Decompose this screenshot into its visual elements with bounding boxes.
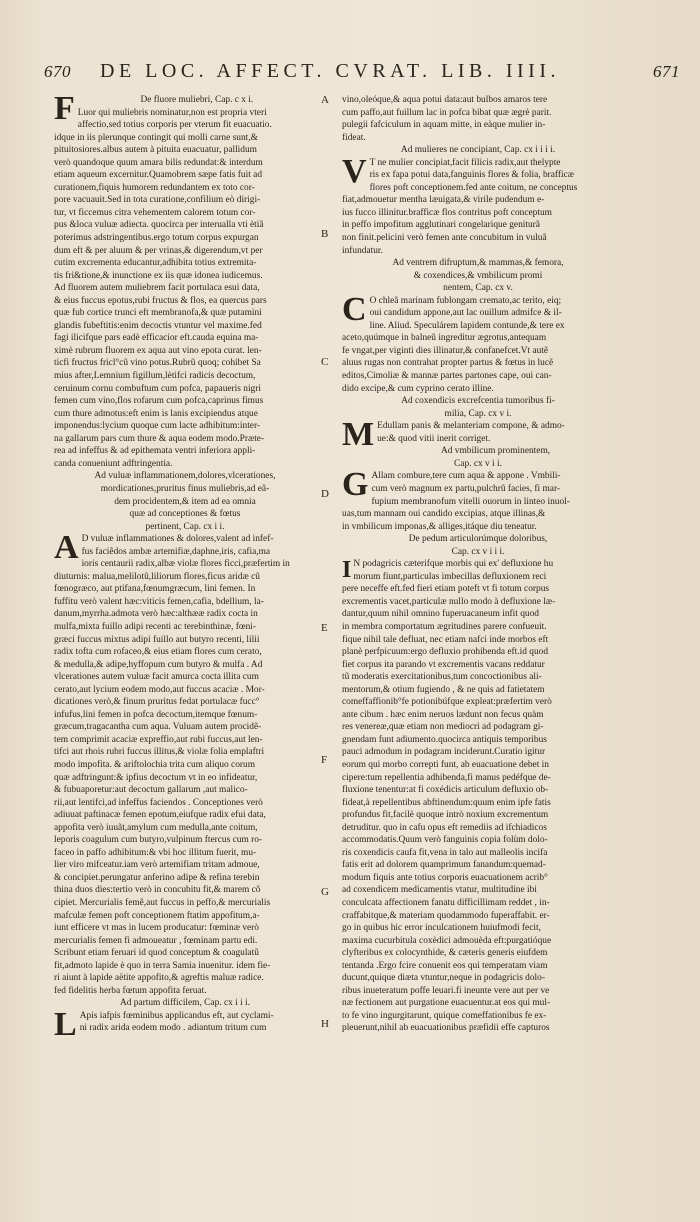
text-line: excrementis vacet,particulæ nullo modo à defluxione læ- (342, 596, 556, 607)
text-line: fupium membranofum vitelli ouorum in linteo inuol- (371, 496, 570, 507)
text-line: cerato,aut lycium eodem modo,aut fuccus acaciæ . Mor- (54, 684, 265, 695)
drop-capital: A (54, 529, 79, 567)
text-line: mercurialis femen fi admoueatur , fœminam partu edi. (54, 935, 258, 946)
text-paragraph (54, 1005, 316, 1043)
text-line: quæ adftringunt:& ipfius decoctum vt in eo infideatur, (54, 772, 258, 783)
text-line: ceruinum cornu combuftum cum pofca, papaueris nigri (54, 383, 261, 394)
margin-letter-e: E (321, 622, 328, 634)
text-line: De fluore muliebri, Cap. c x i. (140, 95, 254, 105)
text-line: curationem,fiquis humorem redundantem ex toto cor- (54, 182, 255, 193)
chapter-heading (54, 997, 316, 1010)
text-line: fideat. (342, 132, 366, 143)
text-line: tis fri&tione,& inunctione ex iis quæ idonea iudicemus. (54, 270, 263, 281)
text-line: aceto,quúmque in balneũ ingreditur ægrotus,antequam (342, 333, 547, 344)
text-line: næ fectionem aut purgatione euacuentur.at eos qui mul- (342, 998, 551, 1009)
text-line: oui candidum appone,aut lac ouillum admifce & il- (369, 308, 562, 319)
text-line: fed fidelitis herba fœtum appofita feruat. (54, 985, 207, 996)
text-line: Edullam panis & melanteriam compone, & admo- (377, 421, 565, 432)
text-line: appofita verò iuuãt,amylum cum medulla,ante coitum, (54, 822, 258, 833)
text-line: cipiet. Mercurialis femẽ,aut fuccus in peffo,& mercurialis (54, 898, 271, 908)
text-line: tur, vt ficcemus citra vehementem calorem totum cor- (54, 207, 256, 218)
text-line: ticfi fructus fricl°cũ vino potus.Rubrũ quoq; cohibet Sa (54, 358, 261, 369)
text-line: eorum qui morbo correpti funt, ab euacuatione debet in (342, 759, 549, 770)
text-line: danum,myrrha.admota verò hæc:althææ radix cocta in (54, 609, 258, 620)
text-line: ad coxendicem medicamentis vtatur, multitudine ibi (342, 885, 537, 896)
margin-letter-a: A (321, 94, 329, 106)
text-line: femen cum vino,flos rofarum cum pofca,caprinus fimus (54, 396, 264, 407)
text-line: in peffo impofitum agglutinari congelarique geniturã (342, 220, 540, 231)
text-line: fuffitu verò valent hæc:viticis femen,cafia, bdellium, la- (54, 596, 264, 607)
text-paragraph (342, 152, 614, 257)
text-line: & coxendices,& vmbilicum promi (413, 270, 543, 281)
text-line: ante cibum . hæc enim neruos lædunt non fecus quàm (342, 709, 544, 720)
text-line: & eius fuccus epotus,rubi fructus & flos, ea quercus pars (54, 295, 267, 306)
text-line: lier viro mifceatur.iam verò artemifiam tritam admoue, (54, 860, 260, 871)
text-line: & medulla,& adipe,hyffopum cum butyro & mulfa . Ad (54, 659, 263, 670)
text-line: quæ ad conceptiones & fœtus (129, 509, 241, 520)
text-line: N podagricis cæterifque morbis qui ex' defluxione hu (353, 559, 554, 570)
text-line: fique nihil tale defluat, nec etiam nafci inde morbos eft (342, 634, 549, 645)
text-line: græci fuccus mixtus adipi fuillo aut butyro recenti, lilii (54, 634, 260, 645)
text-line: milia, Cap. cx v i. (444, 408, 512, 419)
text-line: T ne mulier concipiat,facit filicis radix,aut thelypte (369, 157, 561, 168)
left-text-column (54, 90, 316, 1043)
text-line: pituitosiores.albus autem à pituita euacuatur, pallidum (54, 145, 257, 156)
text-line: & fubuaporetur:aut decoctum gallarum ,aut malico- (54, 785, 248, 796)
text-line: diuturnis: malua,melilotũ,liliorum flores,ficus aridæ cũ (54, 571, 260, 582)
text-line: D vuluæ inflammationes & dolores,valent ad infef- (81, 534, 274, 545)
text-line: fe vngat,per viginti dies illinatur,& confanefcet.Vt autẽ (342, 345, 549, 356)
text-line: leporis coagulum cum butyro,vulpinum ftercus cum ro- (54, 835, 263, 846)
text-line: poterimus adstringentibus.ergo totum corpus expurgan (54, 233, 259, 244)
text-line: Ad fluorem autem muliebrem facit portulaca esui data, (54, 283, 260, 294)
drop-capital: M (342, 416, 375, 454)
text-line: verò quandoque quum amara bilis redundat:& interdum (54, 157, 263, 168)
text-line: ximè rubrum fluorem ex aqua aut vino epota curat. len- (54, 345, 262, 356)
text-line: infufus,lini femen in pofca decoctum,itemque fœnum- (54, 709, 258, 720)
text-line: ius fucco illinitur.brafficæ flos contritus poft conceptum (342, 207, 552, 218)
text-paragraph (54, 529, 316, 997)
margin-letter-g: G (321, 886, 329, 898)
drop-capital: F (54, 90, 75, 127)
text-line: Ad vmbilicum prominentem, (440, 446, 551, 457)
text-line: rii,aut lentifci,ad infeffus faciendos . Conceptiones verò (54, 797, 263, 808)
drop-capital: G (342, 466, 369, 504)
drop-capital: C (342, 290, 367, 328)
text-paragraph (342, 558, 614, 1035)
text-line: modum fiquis ante totius corporis euacuationem acrib° (342, 872, 548, 883)
text-line: glandis fubeftitis:enim decoctis vtuntur vel maxime.fed (54, 320, 262, 331)
text-line: fus faciẽdos ambæ artemifiæ,daphne,iris, cafia,ma (81, 546, 271, 557)
text-line: tifci aut rhois rubri fuccus illitus,& violæ folia emplaftri (54, 747, 265, 758)
text-line: fœnogræco, aut ptifana,fœnumgræcum, lini femen. In (54, 584, 256, 595)
text-line: morum fiunt,particulas imbecillas defluxionem reci (353, 571, 547, 582)
text-line: dum eft & per aluum & per vrinas,& digerendum,vt per (54, 245, 263, 256)
text-line: dem procidentem,& item ad ea omnia (114, 496, 256, 507)
text-line: Scribunt etiam feruari id quod conceptum & coagulatũ (54, 948, 259, 959)
text-line: mulfa,mixta fuillo adipi recenti ac terebinthinæ, fœni- (54, 621, 257, 632)
text-line: Apis iafpis fœminibus applicandus eft, aut cyclami- (79, 1010, 274, 1021)
text-line: Ad coxendicis excrefcentia tumoribus fi- (401, 396, 555, 407)
margin-letter-f: F (321, 754, 328, 766)
text-line: iunt efficere vt mas in lucem producatur: fœminæ verò (54, 923, 259, 934)
text-line: fatis erit ad dolorem quamprimum fanandum:quemad- (342, 860, 546, 871)
text-line: ribus inueteratum poffe leuari.fi ineunte vere aut per ve (342, 985, 550, 996)
text-line: & concipiet.perungatur anferino adipe & refina terebin (54, 872, 260, 883)
text-line: pus &loca vuluæ adiecta. quocirca per interualla vti ètiã (54, 220, 264, 231)
text-line: nentem, Cap. cx v. (443, 283, 513, 294)
right-page-number: 671 (653, 62, 680, 81)
margin-letter-b: B (321, 228, 329, 240)
text-line: fideat,à repellentibus abftinendum:quum enim ipfe fatis (342, 797, 551, 808)
text-line: mordicationes,pruritus finus muliebris,ad eã- (100, 483, 270, 494)
text-line: vlcerationes autem vuluæ facit amurca cocta illita cum (54, 672, 259, 683)
chapter-heading (342, 533, 614, 558)
text-line: fluxione tenentur:at fi coxédicis articulum defluxio ob- (342, 785, 549, 796)
text-line: cum paffo,aut fuillum lac in pofca bibat quæ ægrè parit. (342, 107, 552, 118)
text-line: vino,oleóque,& aqua potui data:aut bulbos amaros tere (342, 95, 548, 105)
text-line: Cap. cx v i i i. (451, 546, 505, 557)
chapter-heading (342, 257, 614, 295)
text-line: radix tofta cum rofaceo,& eius etiam flores cum cerato, (54, 647, 262, 658)
text-line: cum verò magnum ex partu,pulchrũ facies, fi mar- (371, 483, 560, 494)
text-line: idque in iis plerunque contingit qui molli carne sunt,& (54, 132, 258, 143)
right-text-column (342, 94, 614, 1035)
text-line: ducunt,quique diæta vtuntur,neque in podagricis dolo- (342, 973, 545, 984)
margin-letter-h: H (321, 1018, 329, 1030)
chapter-heading (54, 470, 316, 533)
text-line: Allam combure,tere cum aqua & appone . Vmbili- (371, 471, 561, 482)
text-line: pleuerunt,nihil ab euacuationibus præfidii effe capturos (342, 1023, 550, 1034)
text-line: ni radix arida eodem modo . adiantum tritum cum (79, 1023, 267, 1034)
text-line: mius after,Lemnium figillum,lètifci radicis decoctum, (54, 371, 256, 382)
text-line: flores poft conceptionem.fed ante coitum, ne conceptus (369, 182, 578, 193)
text-line: infundatur. (342, 245, 383, 256)
chapter-heading (342, 144, 614, 157)
text-line: mafculæ femen poft conceptionem ftatim appofitum,a- (54, 910, 260, 921)
text-paragraph (54, 90, 316, 470)
text-line: pulegii fafciculum in aquam mitte, in eàque mulier in- (342, 120, 546, 131)
text-line: cum thure admotus:eft enim is lanis excipiendus atque (54, 408, 258, 419)
page-header (40, 60, 680, 92)
text-line: maxima cucurbitula coxèdici admouèda eft:purgatióque (342, 935, 552, 946)
text-line: O chleã marinam fublongam cremato,ac terito, eiq; (369, 295, 562, 306)
text-line: pertinent, Cap. cx i i. (145, 521, 225, 532)
text-line: modo impofita. & ariftolochia trita cum aliquo corum (54, 759, 255, 770)
text-line: in membra comportatum ægritudines parere confueuit. (342, 621, 547, 632)
text-line: detruditur. quo in cafu opus eft remediis ad ifchiadicos (342, 822, 547, 833)
text-line: Ad ventrem difruptum,& mammas,& femora, (392, 258, 564, 269)
text-line: pauci admodum in podagram inciderunt.Curatio igitur (342, 747, 546, 758)
text-line: etiam aqueum excernitur.Quamobrem sæpe fatis fuit ad (54, 170, 263, 181)
text-line: Ad mulieres ne concipiant, Cap. cx i i i i. (400, 145, 556, 156)
text-line: fiet corpus ita parando vt excrementis vacans reddatur (342, 659, 545, 670)
text-line: pere neceffe eft.fed fieri etiam poteft vt fi totum corpus (342, 584, 550, 595)
text-line: res venereæ,quæ etiam non mediocri ad podagram gi- (342, 722, 544, 733)
text-line: Ad vuluæ inflammationem,dolores,vlcerationes, (94, 471, 276, 482)
text-line: pore vacuauit.Sed in tota curatione,confilium eò dirigi- (54, 195, 261, 206)
text-line: Luor qui muliebris nominatur,non est propria vteri (77, 107, 267, 118)
text-line: accommodatis.Quum verò fanguinis copia folùm dolo- (342, 835, 548, 846)
text-line: comeffaffionib°fe potionibúfque expleat:præfertim verò (342, 697, 552, 708)
text-line: clyfteribus ex colocynthide, & cæteris generis eiufdem (342, 948, 548, 959)
text-line: imponendus:lycium quoque cum lacte adhibitum:inter- (54, 421, 261, 432)
text-line: aluus rugas non contrahat propter partus & fœtus in lucẽ (342, 358, 554, 369)
text-line: tentanda .Ergo fcire conuenit eos qui temperatam viam (342, 960, 548, 971)
text-line: canda conueniunt adftringentia. (54, 458, 173, 469)
text-line: profundus fit,facilè quoque intrò noxium excrementum (342, 810, 549, 821)
text-line: fagi ilicifque pars eadè efficacior eft.cauda equina ma- (54, 333, 259, 344)
text-line: dicationes verò,& finum pruritus fedat portulacæ fucc° (54, 697, 260, 708)
text-line: non finit.pelicini verò femen ante concubitum in vuluã (342, 233, 547, 244)
text-line: Cap. cx v i i. (454, 458, 502, 469)
text-line: quæ fub cortice trunci eft membranofa,& quæ putamini (54, 308, 262, 319)
text-line: tem comprimit acaciæ expreffio,aut rubi fuccus,aut len- (54, 734, 263, 745)
text-line: thina duos dies:tertio verò in concubitu fit,& marem cõ (54, 885, 261, 896)
text-line: fit,admoto lapide è quo in terra Samia inuenitur. idem fie- (54, 960, 271, 971)
text-line: ris coxendicis caufa fit,vena in talo aut malleolis incifa (342, 847, 548, 858)
text-line: ris ex fapa potui data,fanguinis flores & folia, brafficæ (369, 170, 575, 181)
text-line: in vmbilicum imponas,& alliges,itáque diu teneatur. (342, 521, 537, 532)
text-line: adiuuat paftinacæ femen epotum,eiufque radix efui data, (54, 810, 266, 821)
text-line: line. Aliud. Speculárem lapidem contunde,& tere ex (369, 320, 565, 331)
chapter-heading (342, 445, 614, 470)
chapter-heading (342, 395, 614, 420)
margin-letter-gutter (317, 94, 339, 1214)
text-line: Ad partum difficilem, Cap. cx i i i. (119, 998, 250, 1009)
text-line: græcum,tragacantha cum aqua. Vuluam autem procidẽ- (54, 722, 262, 733)
text-line: na gallarum pars cum thure & aqua eodem modo.Præte- (54, 433, 265, 444)
drop-capital: L (54, 1005, 77, 1043)
text-line: faceo in paffo adhibitum:& vbi hoc illitum fuerit, mu- (54, 847, 257, 858)
text-line: cutim excrementa educantur,adhibita totius extremita- (54, 258, 257, 269)
text-line: gnendam funt adiumento.quocirca antiquis temporibus (342, 734, 547, 745)
text-line: uas,tum mannam oui candido excipias, atque illinas,& (342, 509, 546, 520)
margin-letter-c: C (321, 356, 329, 368)
text-line: tũ moderatis exercitationibus,tum concoctionibus ali- (342, 672, 542, 683)
text-line: go in quibus hic error inculcationem huiufmodi fecit, (342, 923, 541, 934)
text-line: cipere:tum repellentia adhibenda,fi manus pedéfque de- (342, 772, 551, 783)
text-line: ri aiunt à lapide aëtite appofito,& agreftis maluæ radice. (54, 973, 264, 984)
text-paragraph (342, 466, 614, 533)
text-line: conculcata affectionem fanatu difficillimam reddet , in- (342, 898, 550, 908)
text-line: ue:& quod vitii inerit corriget. (377, 433, 491, 444)
text-line: planè perfpicuum:ergo defluxio prohibenda eft.id quod (342, 647, 549, 658)
text-line: rea ad infeffus & ad epithemata ventri inferiora appli- (54, 446, 256, 457)
drop-capital: I (342, 557, 352, 584)
text-line: craffabitque,& materiam quodammodo fuperaffabit. er- (342, 910, 550, 921)
text-line: ioris centaurii radix,albæ violæ flores ficci,præfertim in (81, 559, 290, 570)
left-page-number: 670 (44, 62, 71, 81)
text-line: to fe vino ingurgitarunt, quique comeffationibus fe ex- (342, 1010, 547, 1021)
drop-capital: V (342, 152, 367, 190)
text-paragraph (342, 94, 614, 144)
running-title: DE LOC. AFFECT. CVRAT. LIB. IIII. (100, 60, 560, 82)
text-paragraph (342, 290, 614, 395)
text-line: fiat,admouetur mentha læuigata,& virile pudendum e- (342, 195, 545, 206)
text-line: dantur,quum nihil omnino fuperuacaneum infit quod (342, 609, 539, 620)
text-line: affectio,sed totius corporis per vterum fit euacuatio. (77, 120, 272, 131)
margin-letter-d: D (321, 488, 329, 500)
text-line: dido excipe,& cum cyprino cerato illine. (342, 383, 494, 394)
text-line: mentorum,& otium fugiendo , & ne quis ad fatietatem (342, 684, 545, 695)
text-line: De pedum articulorúmque doloribus, (408, 534, 548, 545)
text-line: editos,Cimoliæ & mannæ partes partones cape, oui can- (342, 371, 552, 382)
